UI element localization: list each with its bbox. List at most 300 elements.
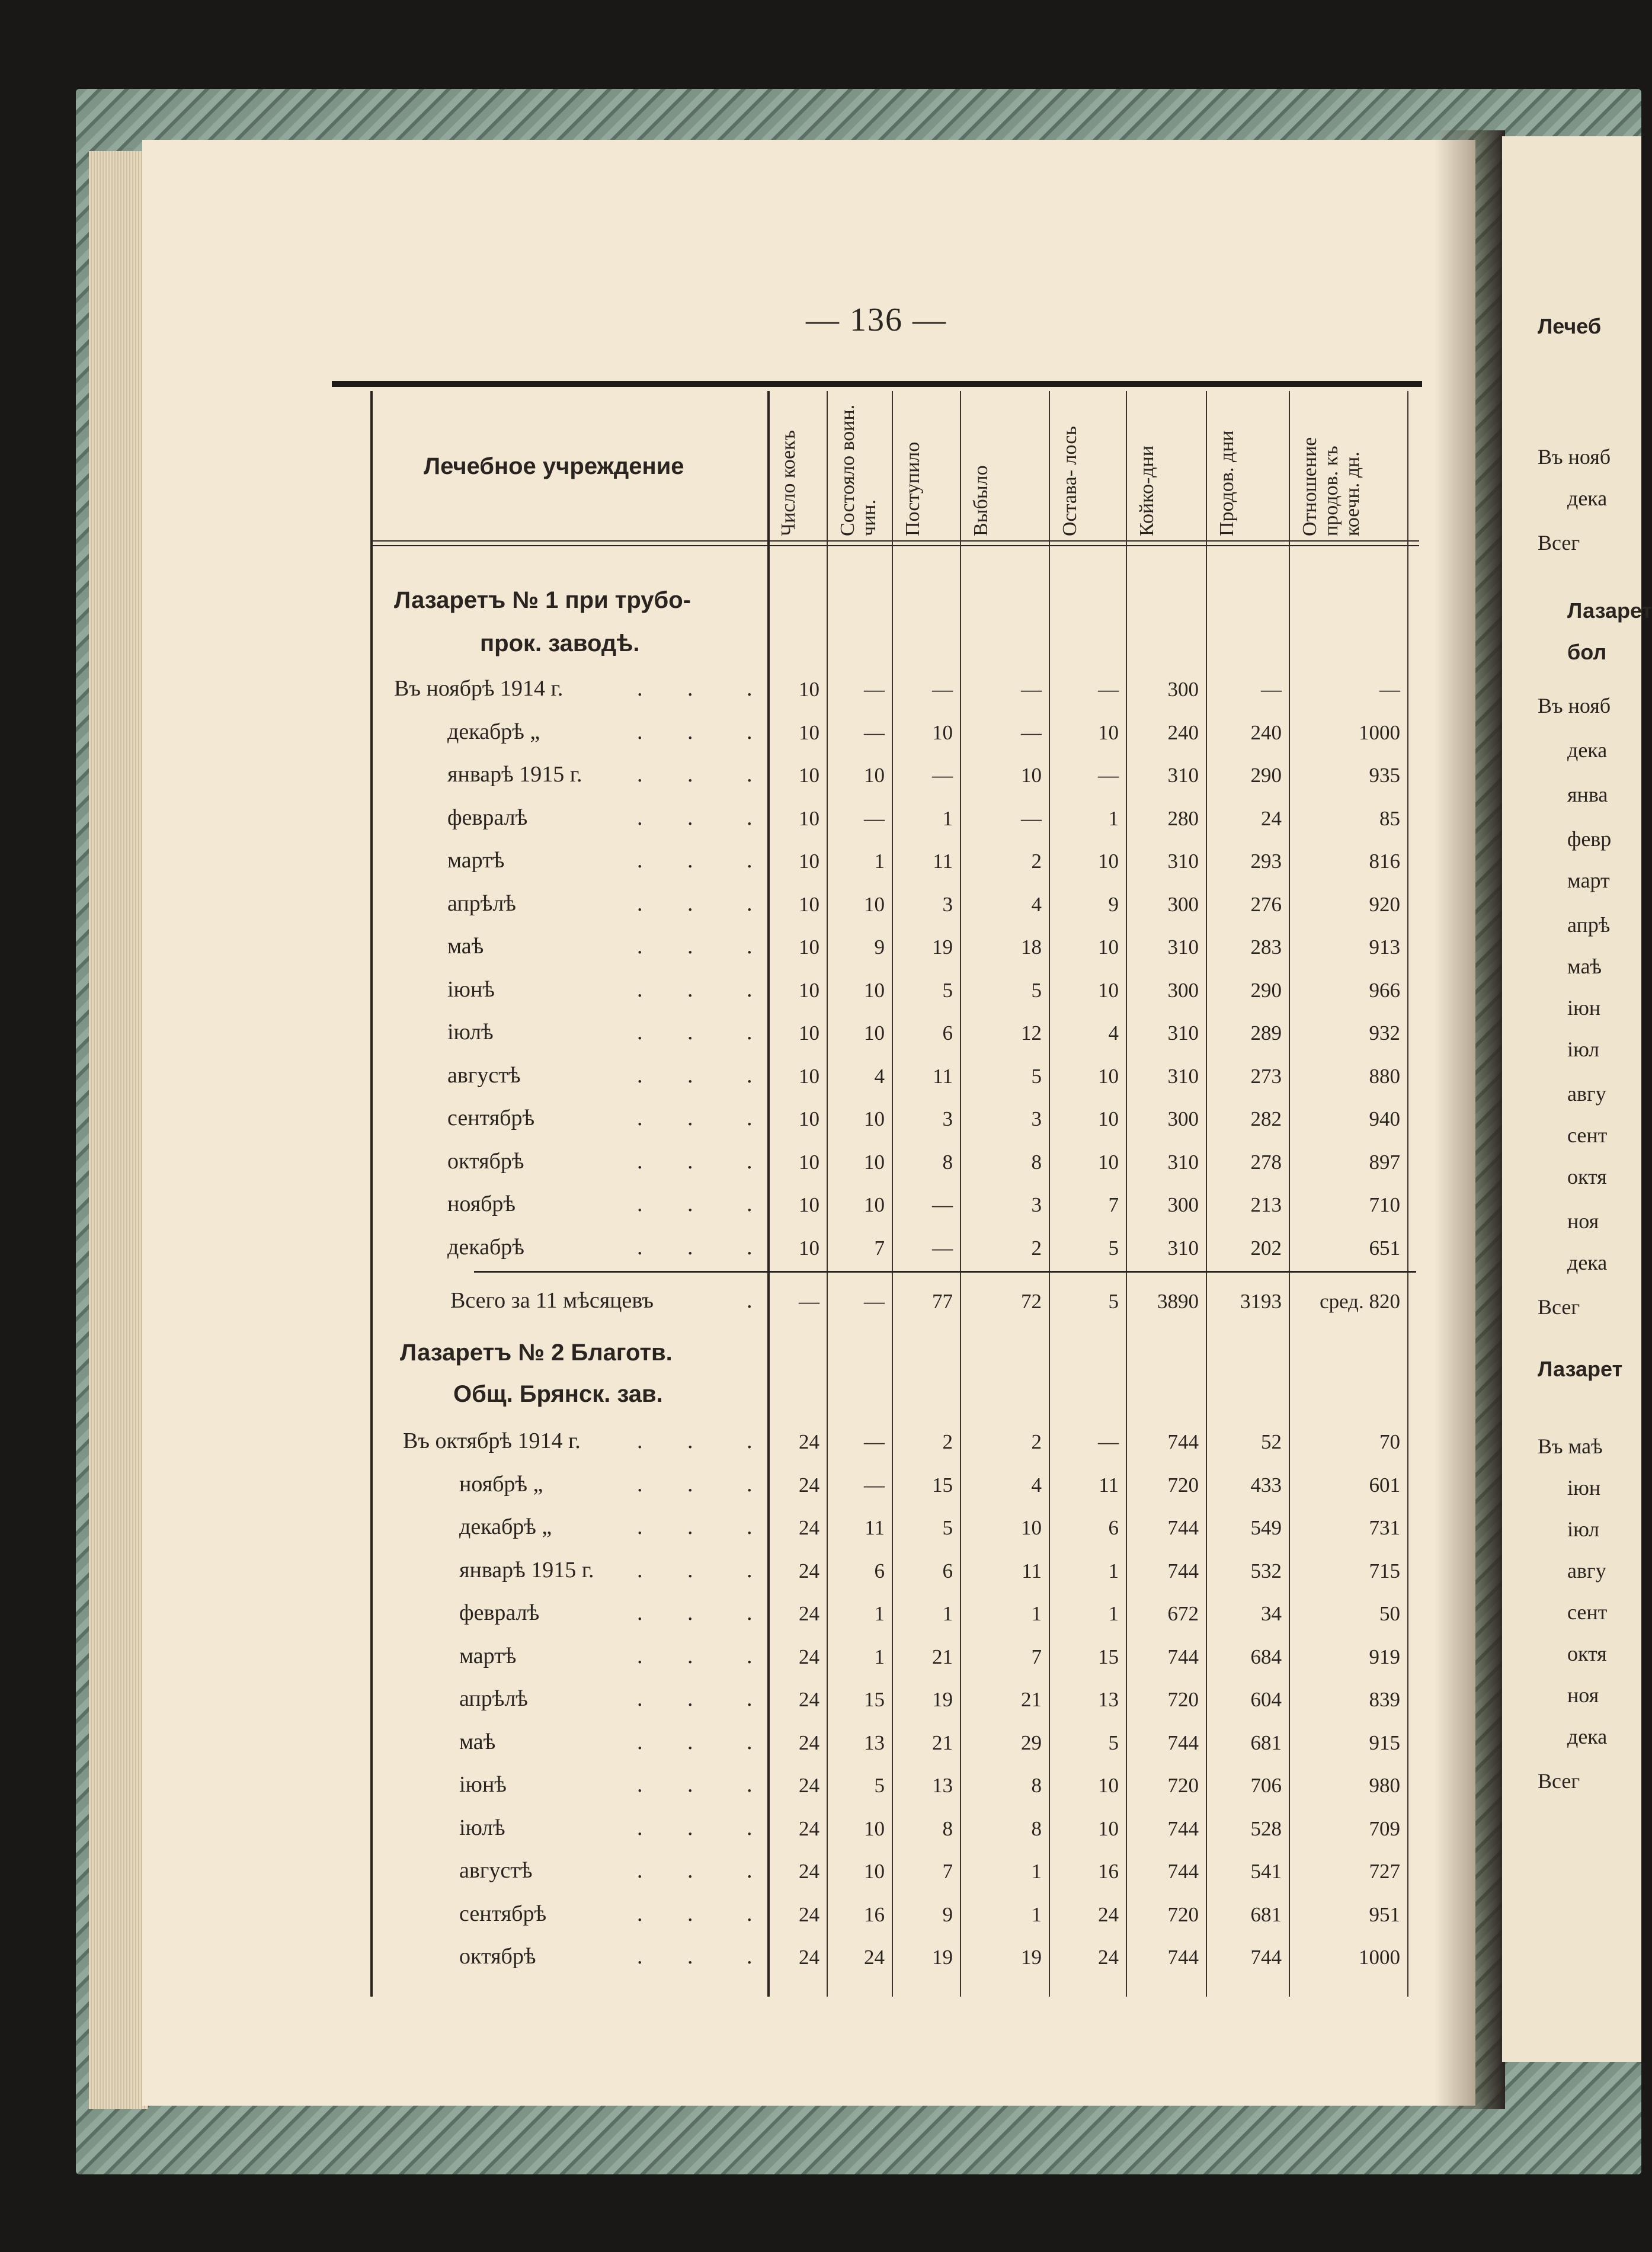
leader-dot: . bbox=[687, 1815, 693, 1840]
leader-dot: . bbox=[687, 1686, 693, 1711]
table-cell: 24 bbox=[799, 1602, 819, 1625]
table-cell: 10 bbox=[799, 1107, 819, 1130]
table-cell: 240 bbox=[1250, 720, 1282, 744]
table-cell: 24 bbox=[799, 1946, 819, 1969]
leader-dot: . bbox=[747, 848, 753, 873]
leader-dot: . bbox=[637, 805, 643, 830]
row-label: маѣ bbox=[459, 1729, 496, 1754]
leader-dot: . bbox=[747, 1514, 753, 1539]
leader-dot: . bbox=[637, 1772, 643, 1797]
table-cell: 24 bbox=[799, 1473, 819, 1497]
table-cell: 7 bbox=[1031, 1645, 1042, 1668]
facing-page-text: Въ нояб bbox=[1538, 445, 1611, 469]
table-cell: 283 bbox=[1250, 936, 1282, 959]
table-cell: 1 bbox=[1108, 806, 1119, 830]
facing-page-text: Всег bbox=[1538, 531, 1580, 555]
leader-dot: . bbox=[637, 1944, 643, 1969]
table-cell: 8 bbox=[1031, 1150, 1042, 1174]
table-cell: 310 bbox=[1167, 1236, 1199, 1260]
column-divider bbox=[827, 391, 828, 1997]
leader-dot: . bbox=[747, 719, 753, 744]
table-cell: 10 bbox=[864, 1107, 885, 1130]
table-cell: 300 bbox=[1167, 1107, 1199, 1130]
leader-dot: . bbox=[687, 805, 693, 830]
row-label: февралѣ bbox=[447, 805, 528, 830]
leader-dot: . bbox=[637, 1557, 643, 1583]
table-cell: 293 bbox=[1250, 850, 1282, 873]
leader-dot: . bbox=[637, 1686, 643, 1711]
table-cell: 5 bbox=[1031, 1064, 1042, 1088]
table-cell: 19 bbox=[932, 1688, 953, 1711]
leader-dot: . bbox=[747, 676, 753, 701]
table-cell: 310 bbox=[1167, 936, 1199, 959]
leader-dot: . bbox=[637, 1020, 643, 1045]
leader-dot: . bbox=[747, 1020, 753, 1045]
table-cell: 15 bbox=[1098, 1645, 1119, 1668]
table-cell: 433 bbox=[1250, 1473, 1282, 1497]
table-cell: 12 bbox=[1021, 1021, 1042, 1045]
table-cell: — bbox=[864, 678, 885, 701]
table-cell: 1 bbox=[1031, 1860, 1042, 1883]
leader-dot: . bbox=[687, 1234, 693, 1260]
section-title: Лазаретъ № 2 Благотв. bbox=[400, 1340, 673, 1366]
table-cell: 1 bbox=[1031, 1902, 1042, 1926]
facing-page-text: Въ нояб bbox=[1538, 694, 1611, 717]
table-cell: 744 bbox=[1167, 1516, 1199, 1539]
column-header: Число коекъ bbox=[777, 430, 799, 536]
column-divider bbox=[767, 391, 770, 1997]
table-cell: 10 bbox=[799, 1064, 819, 1088]
leader-dot: . bbox=[747, 1234, 753, 1260]
table-cell: 2 bbox=[942, 1430, 953, 1453]
table-cell: 8 bbox=[942, 1817, 953, 1840]
table-cell: 24 bbox=[799, 1731, 819, 1754]
table-cell: 681 bbox=[1250, 1902, 1282, 1926]
table-cell: 15 bbox=[932, 1473, 953, 1497]
leader-dot: . bbox=[637, 1600, 643, 1625]
table-cell: 10 bbox=[799, 678, 819, 701]
table-cell: 11 bbox=[1022, 1559, 1042, 1583]
table-cell: 21 bbox=[932, 1731, 953, 1754]
column-header: Отношение продов. къ коечн. дн. bbox=[1299, 437, 1363, 536]
table-cell: 744 bbox=[1167, 1731, 1199, 1754]
table-cell: 727 bbox=[1369, 1860, 1400, 1883]
row-label: ноябрѣ bbox=[447, 1191, 516, 1216]
table-cell: 11 bbox=[865, 1516, 885, 1539]
row-label: iюнѣ bbox=[447, 976, 495, 1002]
leader-dot: . bbox=[637, 1901, 643, 1926]
leader-dot: . bbox=[637, 1148, 643, 1174]
table-cell: 651 bbox=[1369, 1236, 1400, 1260]
table-cell: 601 bbox=[1369, 1473, 1400, 1497]
table-cell: 24 bbox=[1098, 1946, 1119, 1969]
table-cell: 9 bbox=[874, 936, 885, 959]
table-cell: 940 bbox=[1369, 1107, 1400, 1130]
total-cell: 77 bbox=[932, 1290, 953, 1313]
table-cell: 744 bbox=[1167, 1559, 1199, 1583]
row-label: февралѣ bbox=[459, 1600, 540, 1625]
facing-page-text: iюн bbox=[1567, 996, 1601, 1020]
row-label: Въ ноябрѣ 1914 г. bbox=[394, 676, 564, 701]
leader-dot: . bbox=[687, 1020, 693, 1045]
column-divider bbox=[1126, 391, 1127, 1997]
table-cell: 10 bbox=[799, 936, 819, 959]
table-cell: 310 bbox=[1167, 1150, 1199, 1174]
leader-dot: . bbox=[747, 1288, 753, 1313]
table-cell: 6 bbox=[942, 1559, 953, 1583]
table-cell: 7 bbox=[942, 1860, 953, 1883]
leader-dot: . bbox=[637, 762, 643, 787]
leader-dot: . bbox=[747, 1600, 753, 1625]
table-cell: 290 bbox=[1250, 978, 1282, 1002]
column-divider bbox=[1407, 391, 1408, 1997]
table-cell: 706 bbox=[1250, 1774, 1282, 1797]
table-cell: 1 bbox=[874, 1602, 885, 1625]
table-cell: 24 bbox=[1261, 806, 1282, 830]
table-cell: 10 bbox=[1021, 764, 1042, 787]
leader-dot: . bbox=[637, 976, 643, 1002]
facing-page-text: ноя bbox=[1567, 1209, 1599, 1233]
table-cell: 3 bbox=[1031, 1107, 1042, 1130]
leader-dot: . bbox=[637, 1858, 643, 1883]
table-cell: 10 bbox=[864, 1150, 885, 1174]
facing-page-text: Всег bbox=[1538, 1295, 1580, 1319]
table-cell: 816 bbox=[1369, 850, 1400, 873]
table-cell: 10 bbox=[1098, 1774, 1119, 1797]
table-cell: 310 bbox=[1167, 764, 1199, 787]
table-cell: 744 bbox=[1167, 1946, 1199, 1969]
table-cell: 980 bbox=[1369, 1774, 1400, 1797]
table-cell: 15 bbox=[864, 1688, 885, 1711]
table-cell: 202 bbox=[1250, 1236, 1282, 1260]
leader-dot: . bbox=[687, 1772, 693, 1797]
total-label: Всего за 11 мѣсяцевъ bbox=[450, 1288, 654, 1313]
leader-dot: . bbox=[687, 1514, 693, 1539]
table-cell: 9 bbox=[1108, 892, 1119, 916]
leader-dot: . bbox=[747, 1643, 753, 1668]
table-cell: 24 bbox=[864, 1946, 885, 1969]
table-cell: 10 bbox=[864, 1860, 885, 1883]
row-label: декабрѣ „ bbox=[459, 1514, 552, 1539]
table-cell: 10 bbox=[864, 1193, 885, 1216]
leader-dot: . bbox=[687, 1858, 693, 1883]
leader-dot: . bbox=[687, 676, 693, 701]
column-divider bbox=[1049, 391, 1050, 1997]
table-cell: — bbox=[1379, 678, 1400, 701]
facing-page-text: октя bbox=[1567, 1642, 1607, 1665]
table-cell: 10 bbox=[932, 720, 953, 744]
table-cell: 913 bbox=[1369, 936, 1400, 959]
table-cell: 18 bbox=[1021, 936, 1042, 959]
row-label: сентябрѣ bbox=[447, 1106, 535, 1130]
table-cell: 919 bbox=[1369, 1645, 1400, 1668]
facing-page-text: бол bbox=[1567, 640, 1607, 664]
table-cell: 21 bbox=[1021, 1688, 1042, 1711]
leader-dot: . bbox=[747, 890, 753, 916]
book-gutter bbox=[1434, 130, 1505, 2109]
table-cell: 8 bbox=[1031, 1817, 1042, 1840]
facing-page-text: Въ маѣ bbox=[1538, 1434, 1603, 1458]
table-cell: 10 bbox=[799, 1193, 819, 1216]
leader-dot: . bbox=[747, 1686, 753, 1711]
table-cell: 744 bbox=[1250, 1946, 1282, 1969]
page-number: — 136 — bbox=[806, 302, 947, 338]
table-cell: 10 bbox=[1098, 936, 1119, 959]
table-cell: 10 bbox=[799, 978, 819, 1002]
table-cell: — bbox=[864, 720, 885, 744]
table-cell: 5 bbox=[874, 1774, 885, 1797]
table-cell: 2 bbox=[1031, 1430, 1042, 1453]
leader-dot: . bbox=[747, 1191, 753, 1216]
table-cell: 289 bbox=[1250, 1021, 1282, 1045]
table-cell: 744 bbox=[1167, 1860, 1199, 1883]
table-cell: 932 bbox=[1369, 1021, 1400, 1045]
table-cell: 300 bbox=[1167, 1193, 1199, 1216]
leader-dot: . bbox=[637, 676, 643, 701]
leader-dot: . bbox=[747, 805, 753, 830]
leader-dot: . bbox=[637, 1062, 643, 1088]
table-cell: 10 bbox=[799, 1150, 819, 1174]
leader-dot: . bbox=[637, 1729, 643, 1754]
table-cell: 1 bbox=[874, 1645, 885, 1668]
table-cell: 310 bbox=[1167, 1064, 1199, 1088]
table-cell: 1000 bbox=[1359, 720, 1400, 744]
leader-dot: . bbox=[687, 1191, 693, 1216]
table-cell: 720 bbox=[1167, 1902, 1199, 1926]
section-title: Лазаретъ № 1 при трубо- bbox=[394, 587, 691, 613]
leader-dot: . bbox=[687, 762, 693, 787]
leader-dot: . bbox=[687, 1471, 693, 1497]
table-cell: — bbox=[932, 1193, 953, 1216]
table-cell: 10 bbox=[1021, 1516, 1042, 1539]
table-cell: — bbox=[864, 1430, 885, 1453]
column-divider bbox=[960, 391, 961, 1997]
table-cell: 897 bbox=[1369, 1150, 1400, 1174]
table-cell: 19 bbox=[932, 936, 953, 959]
facing-page-text: янва bbox=[1567, 783, 1608, 806]
row-label: мартѣ bbox=[459, 1643, 517, 1668]
facing-page-text: Всег bbox=[1538, 1769, 1580, 1793]
row-label: октябрѣ bbox=[459, 1944, 536, 1969]
leader-dot: . bbox=[747, 1471, 753, 1497]
row-label: iюнѣ bbox=[459, 1772, 507, 1797]
table-cell: 52 bbox=[1261, 1430, 1282, 1453]
row-label: августѣ bbox=[447, 1062, 521, 1088]
facing-page-text: iюл bbox=[1567, 1037, 1599, 1061]
table-cell: 10 bbox=[799, 1236, 819, 1260]
table-cell: 24 bbox=[1098, 1902, 1119, 1926]
leader-dot: . bbox=[687, 1106, 693, 1130]
table-cell: 24 bbox=[799, 1902, 819, 1926]
table-cell: 951 bbox=[1369, 1902, 1400, 1926]
table-cell: 7 bbox=[874, 1236, 885, 1260]
facing-page-text: авгу bbox=[1567, 1082, 1606, 1106]
row-label: августѣ bbox=[459, 1858, 533, 1883]
table-cell: 10 bbox=[799, 720, 819, 744]
leader-dot: . bbox=[687, 1600, 693, 1625]
leader-dot: . bbox=[747, 1557, 753, 1583]
table-cell: 10 bbox=[864, 1021, 885, 1045]
leader-dot: . bbox=[687, 1729, 693, 1754]
table-cell: 532 bbox=[1250, 1559, 1282, 1583]
facing-page-text: дека bbox=[1567, 1251, 1608, 1274]
table-cell: 276 bbox=[1250, 892, 1282, 916]
facing-page-text: авгу bbox=[1567, 1559, 1606, 1583]
row-label: январѣ 1915 г. bbox=[459, 1557, 594, 1583]
leader-dot: . bbox=[687, 1643, 693, 1668]
leader-dot: . bbox=[687, 934, 693, 959]
leader-dot: . bbox=[687, 719, 693, 744]
table-cell: 310 bbox=[1167, 850, 1199, 873]
table-cell: 16 bbox=[864, 1902, 885, 1926]
leader-dot: . bbox=[637, 890, 643, 916]
table-cell: — bbox=[1021, 720, 1042, 744]
table-cell: 9 bbox=[942, 1902, 953, 1926]
table-cell: 720 bbox=[1167, 1688, 1199, 1711]
table-cell: 11 bbox=[933, 850, 953, 873]
table-cell: 11 bbox=[933, 1064, 953, 1088]
table-cell: 29 bbox=[1021, 1731, 1042, 1754]
table-cell: 290 bbox=[1250, 764, 1282, 787]
table-cell: 24 bbox=[799, 1559, 819, 1583]
row-label: октябрѣ bbox=[447, 1148, 524, 1174]
table-cell: 731 bbox=[1369, 1516, 1400, 1539]
table-cell: 1 bbox=[942, 1602, 953, 1625]
table-cell: 10 bbox=[799, 1021, 819, 1045]
table-cell: 744 bbox=[1167, 1430, 1199, 1453]
leader-dot: . bbox=[747, 1062, 753, 1088]
table-cell: 24 bbox=[799, 1645, 819, 1668]
leader-dot: . bbox=[747, 1858, 753, 1883]
table-cell: 920 bbox=[1369, 892, 1400, 916]
total-cell: — bbox=[799, 1290, 819, 1313]
leader-dot: . bbox=[637, 1234, 643, 1260]
table-cell: 16 bbox=[1098, 1860, 1119, 1883]
leader-dot: . bbox=[747, 934, 753, 959]
total-cell: 3193 bbox=[1240, 1290, 1282, 1313]
facing-page-text: сент bbox=[1567, 1600, 1608, 1624]
total-rule bbox=[474, 1271, 1416, 1273]
facing-page-text: ноя bbox=[1567, 1683, 1599, 1707]
facing-page-text: Лазарет bbox=[1538, 1357, 1623, 1381]
column-divider bbox=[1206, 391, 1207, 1997]
table-cell: 3 bbox=[942, 1107, 953, 1130]
column-header: Выбыло bbox=[970, 465, 992, 536]
row-label: декабрѣ bbox=[447, 1234, 524, 1260]
leader-dot: . bbox=[637, 1514, 643, 1539]
leader-dot: . bbox=[687, 890, 693, 916]
table-cell: 300 bbox=[1167, 678, 1199, 701]
table-cell: 10 bbox=[864, 978, 885, 1002]
table-cell: 8 bbox=[1031, 1774, 1042, 1797]
table-cell: 744 bbox=[1167, 1817, 1199, 1840]
column-header: Состояло воин. чин. bbox=[837, 404, 880, 536]
page-edges bbox=[89, 151, 148, 2109]
table-cell: 880 bbox=[1369, 1064, 1400, 1088]
leader-dot: . bbox=[747, 1901, 753, 1926]
table-left-border bbox=[370, 391, 373, 1997]
row-label: декабрѣ „ bbox=[447, 719, 540, 744]
row-label: апрѣлѣ bbox=[459, 1686, 528, 1711]
table-cell: 13 bbox=[864, 1731, 885, 1754]
facing-page-text: дека bbox=[1567, 486, 1608, 510]
table-cell: 6 bbox=[874, 1559, 885, 1583]
table-top-rule bbox=[332, 381, 1422, 387]
row-label: iюлѣ bbox=[459, 1815, 505, 1840]
table-cell: 10 bbox=[799, 850, 819, 873]
table-cell: 6 bbox=[1108, 1516, 1119, 1539]
table-cell: — bbox=[1098, 678, 1119, 701]
leader-dot: . bbox=[637, 1643, 643, 1668]
row-label: январѣ 1915 г. bbox=[447, 762, 582, 787]
column-header: Продов. дни bbox=[1216, 430, 1238, 536]
leader-dot: . bbox=[747, 1772, 753, 1797]
row-label: мартѣ bbox=[447, 848, 505, 873]
leader-dot: . bbox=[747, 1729, 753, 1754]
table-cell: 213 bbox=[1250, 1193, 1282, 1216]
leader-dot: . bbox=[687, 1428, 693, 1453]
table-cell: 5 bbox=[1108, 1731, 1119, 1754]
leader-dot: . bbox=[687, 976, 693, 1002]
table-cell: 549 bbox=[1250, 1516, 1282, 1539]
leader-dot: . bbox=[637, 1428, 643, 1453]
table-cell: — bbox=[1098, 1430, 1119, 1453]
facing-page-text: апрѣ bbox=[1567, 913, 1611, 937]
table-cell: 10 bbox=[1098, 978, 1119, 1002]
leader-dot: . bbox=[687, 1148, 693, 1174]
table-cell: 10 bbox=[1098, 850, 1119, 873]
table-cell: 10 bbox=[1098, 1817, 1119, 1840]
table-cell: 672 bbox=[1167, 1602, 1199, 1625]
table-cell: 240 bbox=[1167, 720, 1199, 744]
leader-dot: . bbox=[747, 976, 753, 1002]
leader-dot: . bbox=[637, 1471, 643, 1497]
leader-dot: . bbox=[747, 1148, 753, 1174]
facing-page-text: Лечеб bbox=[1538, 314, 1602, 338]
table-cell: 310 bbox=[1167, 1021, 1199, 1045]
table-cell: 1000 bbox=[1359, 1946, 1400, 1969]
table-cell: 720 bbox=[1167, 1774, 1199, 1797]
facing-page-text: Лазарет bbox=[1567, 598, 1652, 623]
section-title: прок. заводѣ. bbox=[480, 630, 640, 656]
table-cell: 541 bbox=[1250, 1860, 1282, 1883]
table-cell: — bbox=[932, 1236, 953, 1260]
table-cell: 1 bbox=[942, 806, 953, 830]
table-cell: 85 bbox=[1379, 806, 1400, 830]
section-title: Общ. Брянск. зав. bbox=[453, 1381, 663, 1407]
table-cell: — bbox=[1098, 764, 1119, 787]
total-cell: сред. 820 bbox=[1320, 1290, 1400, 1313]
row-label: iюлѣ bbox=[447, 1020, 494, 1045]
table-cell: 715 bbox=[1369, 1559, 1400, 1583]
table-cell: 528 bbox=[1250, 1817, 1282, 1840]
table-cell: 280 bbox=[1167, 806, 1199, 830]
table-cell: 710 bbox=[1369, 1193, 1400, 1216]
table-cell: 24 bbox=[799, 1688, 819, 1711]
table-cell: 10 bbox=[799, 764, 819, 787]
column-divider bbox=[892, 391, 893, 1997]
table-cell: — bbox=[1021, 806, 1042, 830]
table-cell: 13 bbox=[1098, 1688, 1119, 1711]
table-cell: 10 bbox=[1098, 720, 1119, 744]
leader-dot: . bbox=[747, 1815, 753, 1840]
table-cell: 709 bbox=[1369, 1817, 1400, 1840]
row-label: ноябрѣ „ bbox=[459, 1471, 543, 1497]
table-cell: 10 bbox=[864, 892, 885, 916]
table-cell: 11 bbox=[1099, 1473, 1119, 1497]
leader-dot: . bbox=[637, 719, 643, 744]
total-cell: 72 bbox=[1021, 1290, 1042, 1313]
